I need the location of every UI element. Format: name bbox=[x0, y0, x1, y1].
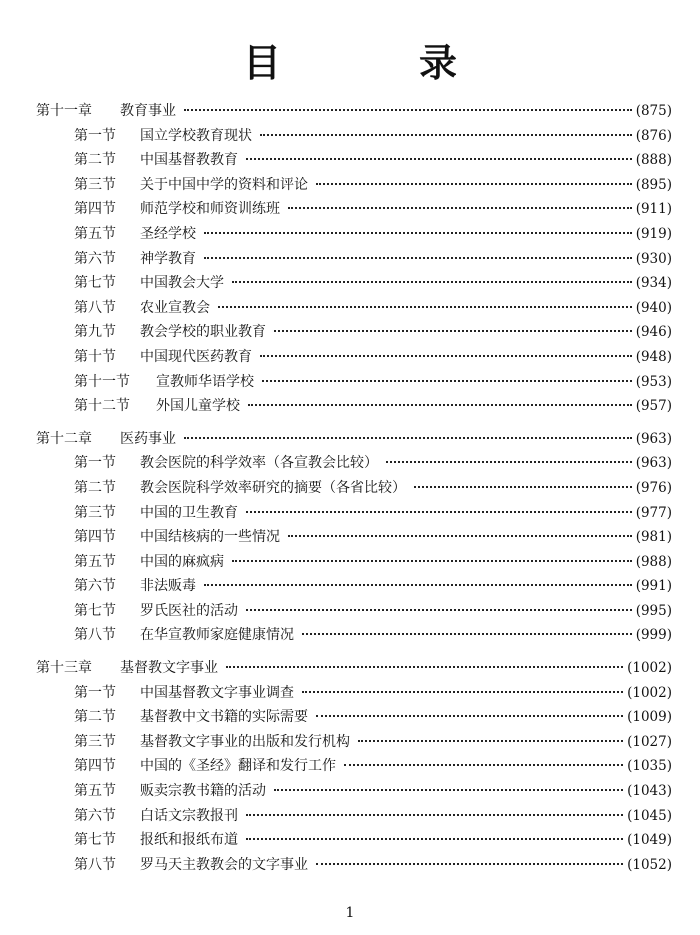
page-number: (988) bbox=[635, 553, 672, 570]
dot-leader bbox=[316, 863, 623, 865]
section-number: 第十一节 bbox=[74, 373, 130, 390]
table-of-contents bbox=[36, 99, 672, 885]
section-number: 第五节 bbox=[74, 553, 116, 570]
section-title: 教会学校的职业教育 bbox=[140, 324, 266, 341]
dot-leader bbox=[316, 183, 632, 185]
section-number: 第七节 bbox=[74, 602, 116, 619]
dot-leader bbox=[204, 584, 632, 586]
section-number: 第六节 bbox=[74, 250, 116, 267]
page-number: (963) bbox=[635, 430, 672, 447]
page-number: (940) bbox=[635, 299, 672, 316]
section-number: 第一节 bbox=[74, 455, 116, 472]
section-title: 宣教师华语学校 bbox=[156, 373, 254, 390]
page-number: (1009) bbox=[627, 709, 672, 726]
section-title: 中国的卫生教育 bbox=[140, 504, 238, 521]
section-entry[interactable] bbox=[36, 271, 672, 296]
chapter-number: 第十二章 bbox=[36, 430, 92, 447]
page-number: (919) bbox=[635, 225, 672, 242]
chapter-title: 基督教文字事业 bbox=[120, 660, 218, 677]
section-entry[interactable] bbox=[36, 320, 672, 345]
page-number: (895) bbox=[635, 176, 672, 193]
page-number: (1045) bbox=[627, 807, 672, 824]
section-title: 白话文宗教报刊 bbox=[140, 807, 238, 824]
section-entry[interactable] bbox=[36, 599, 672, 624]
section-entry[interactable] bbox=[36, 476, 672, 501]
dot-leader bbox=[204, 257, 632, 259]
page-number: (995) bbox=[635, 602, 672, 619]
section-entry[interactable] bbox=[36, 345, 672, 370]
page-number: (1049) bbox=[627, 832, 672, 849]
dot-leader bbox=[386, 461, 632, 463]
section-title: 在华宣教师家庭健康情况 bbox=[140, 627, 294, 644]
section-number: 第八节 bbox=[74, 627, 116, 644]
page-number: (999) bbox=[635, 627, 672, 644]
section-number: 第五节 bbox=[74, 225, 116, 242]
section-entry[interactable] bbox=[36, 730, 672, 755]
page-number: (991) bbox=[635, 578, 672, 595]
section-number: 第四节 bbox=[74, 201, 116, 218]
section-title: 中国的麻疯病 bbox=[140, 553, 224, 570]
section-number: 第二节 bbox=[74, 479, 116, 496]
chapter-12 bbox=[36, 427, 672, 648]
dot-leader bbox=[246, 511, 632, 513]
page-number: (875) bbox=[635, 103, 672, 119]
section-number: 第一节 bbox=[74, 127, 116, 144]
section-number: 第八节 bbox=[74, 299, 116, 316]
page-number: (1035) bbox=[627, 758, 672, 775]
section-title: 报纸和报纸布道 bbox=[140, 832, 238, 849]
dot-leader bbox=[246, 609, 632, 611]
page-number: (911) bbox=[635, 201, 672, 218]
dot-leader bbox=[226, 666, 623, 668]
page-number: (976) bbox=[635, 479, 672, 496]
footer-page-number: 1 bbox=[345, 905, 355, 921]
section-number: 第十节 bbox=[74, 348, 116, 365]
section-entry[interactable] bbox=[36, 705, 672, 730]
dot-leader bbox=[316, 715, 623, 717]
section-entry[interactable] bbox=[36, 550, 672, 575]
chapter-number: 第十三章 bbox=[36, 660, 92, 677]
dot-leader bbox=[260, 134, 632, 136]
dot-leader bbox=[288, 207, 632, 209]
section-title: 中国教会大学 bbox=[140, 275, 224, 292]
section-number: 第六节 bbox=[74, 807, 116, 824]
section-title: 罗马天主教教会的文字事业 bbox=[140, 856, 308, 873]
section-entry[interactable] bbox=[36, 124, 672, 149]
chapter-number: 第十一章 bbox=[36, 103, 92, 119]
section-title: 师范学校和师资训练班 bbox=[140, 201, 280, 218]
section-number: 第五节 bbox=[74, 783, 116, 800]
section-title: 贩卖宗教书籍的活动 bbox=[140, 783, 266, 800]
section-number: 第八节 bbox=[74, 856, 116, 873]
section-number: 第一节 bbox=[74, 684, 116, 701]
page-number: (957) bbox=[635, 398, 672, 415]
dot-leader bbox=[232, 281, 632, 283]
page-number: (977) bbox=[635, 504, 672, 521]
section-entry[interactable] bbox=[36, 574, 672, 599]
page-number: (953) bbox=[635, 373, 672, 390]
section-entry[interactable] bbox=[36, 451, 672, 476]
dot-leader bbox=[248, 404, 632, 406]
section-title: 外国儿童学校 bbox=[156, 398, 240, 415]
page-number: (1002) bbox=[627, 684, 672, 701]
dot-leader bbox=[288, 535, 632, 537]
dot-leader bbox=[246, 158, 632, 160]
chapter-11 bbox=[36, 99, 672, 419]
page-number: (876) bbox=[635, 127, 672, 144]
dot-leader bbox=[344, 764, 623, 766]
section-title: 中国结核病的一些情况 bbox=[140, 529, 280, 546]
section-title: 中国现代医药教育 bbox=[140, 348, 252, 365]
section-entry[interactable] bbox=[36, 173, 672, 198]
section-entry[interactable] bbox=[36, 681, 672, 706]
dot-leader bbox=[204, 232, 632, 234]
dot-leader bbox=[232, 560, 632, 562]
dot-leader bbox=[184, 109, 632, 111]
dot-leader bbox=[246, 814, 623, 816]
page-number: (981) bbox=[635, 529, 672, 546]
dot-leader bbox=[302, 691, 623, 693]
section-entry[interactable] bbox=[36, 804, 672, 829]
section-title: 农业宣教会 bbox=[140, 299, 210, 316]
section-number: 第三节 bbox=[74, 176, 116, 193]
section-title: 中国基督教文字事业调查 bbox=[140, 684, 294, 701]
dot-leader bbox=[358, 740, 623, 742]
page-number: (934) bbox=[635, 275, 672, 292]
section-number: 第三节 bbox=[74, 733, 116, 750]
chapter-heading[interactable] bbox=[36, 427, 672, 452]
section-entry[interactable] bbox=[36, 525, 672, 550]
section-entry[interactable] bbox=[36, 222, 672, 247]
chapter-heading[interactable] bbox=[36, 99, 672, 124]
section-entry[interactable] bbox=[36, 853, 672, 878]
page-number: (930) bbox=[635, 250, 672, 267]
page-number: (946) bbox=[635, 324, 672, 341]
section-entry[interactable] bbox=[36, 623, 672, 648]
chapter-title: 教育事业 bbox=[120, 103, 176, 119]
dot-leader bbox=[302, 633, 632, 635]
section-entry[interactable] bbox=[36, 148, 672, 173]
dot-leader bbox=[260, 355, 632, 357]
section-number: 第九节 bbox=[74, 324, 116, 341]
section-title: 教会医院科学效率研究的摘要（各省比较） bbox=[140, 479, 406, 496]
page-number: (1027) bbox=[627, 733, 672, 750]
section-title: 关于中国中学的资料和评论 bbox=[140, 176, 308, 193]
section-entry[interactable] bbox=[36, 754, 672, 779]
section-title: 圣经学校 bbox=[140, 225, 196, 242]
dot-leader bbox=[184, 437, 632, 439]
section-title: 基督教中文书籍的实际需要 bbox=[140, 709, 308, 726]
dot-leader bbox=[274, 789, 623, 791]
section-entry[interactable] bbox=[36, 247, 672, 272]
dot-leader bbox=[246, 838, 623, 840]
section-entry[interactable] bbox=[36, 296, 672, 321]
section-number: 第七节 bbox=[74, 832, 116, 849]
section-entry[interactable] bbox=[36, 501, 672, 526]
page-number: (948) bbox=[635, 348, 672, 365]
section-number: 第二节 bbox=[74, 152, 116, 169]
section-entry[interactable] bbox=[36, 394, 672, 419]
dot-leader bbox=[262, 380, 632, 382]
page-number: (1002) bbox=[627, 660, 672, 677]
section-title: 非法贩毒 bbox=[140, 578, 196, 595]
section-title: 神学教育 bbox=[140, 250, 196, 267]
page-number: (1043) bbox=[627, 783, 672, 800]
section-number: 第六节 bbox=[74, 578, 116, 595]
section-number: 第二节 bbox=[74, 709, 116, 726]
section-title: 中国的《圣经》翻译和发行工作 bbox=[140, 758, 336, 775]
page-number: (963) bbox=[635, 455, 672, 472]
section-entry[interactable] bbox=[36, 828, 672, 853]
section-title: 国立学校教育现状 bbox=[140, 127, 252, 144]
section-title: 基督教文字事业的出版和发行机构 bbox=[140, 733, 350, 750]
page-title: 目 录 bbox=[242, 41, 507, 85]
section-entry[interactable] bbox=[36, 197, 672, 222]
section-title: 罗氏医社的活动 bbox=[140, 602, 238, 619]
section-number: 第四节 bbox=[74, 758, 116, 775]
chapter-13 bbox=[36, 656, 672, 877]
chapter-title: 医药事业 bbox=[120, 430, 176, 447]
section-number: 第四节 bbox=[74, 529, 116, 546]
chapter-heading[interactable] bbox=[36, 656, 672, 681]
section-number: 第三节 bbox=[74, 504, 116, 521]
section-entry[interactable] bbox=[36, 370, 672, 395]
page-number: (1052) bbox=[627, 856, 672, 873]
dot-leader bbox=[274, 330, 632, 332]
dot-leader bbox=[414, 486, 632, 488]
section-number: 第七节 bbox=[74, 275, 116, 292]
section-number: 第十二节 bbox=[74, 398, 130, 415]
dot-leader bbox=[218, 306, 632, 308]
page-number: (888) bbox=[635, 152, 672, 169]
section-title: 教会医院的科学效率（各宣教会比较） bbox=[140, 455, 378, 472]
section-title: 中国基督教教育 bbox=[140, 152, 238, 169]
section-entry[interactable] bbox=[36, 779, 672, 804]
